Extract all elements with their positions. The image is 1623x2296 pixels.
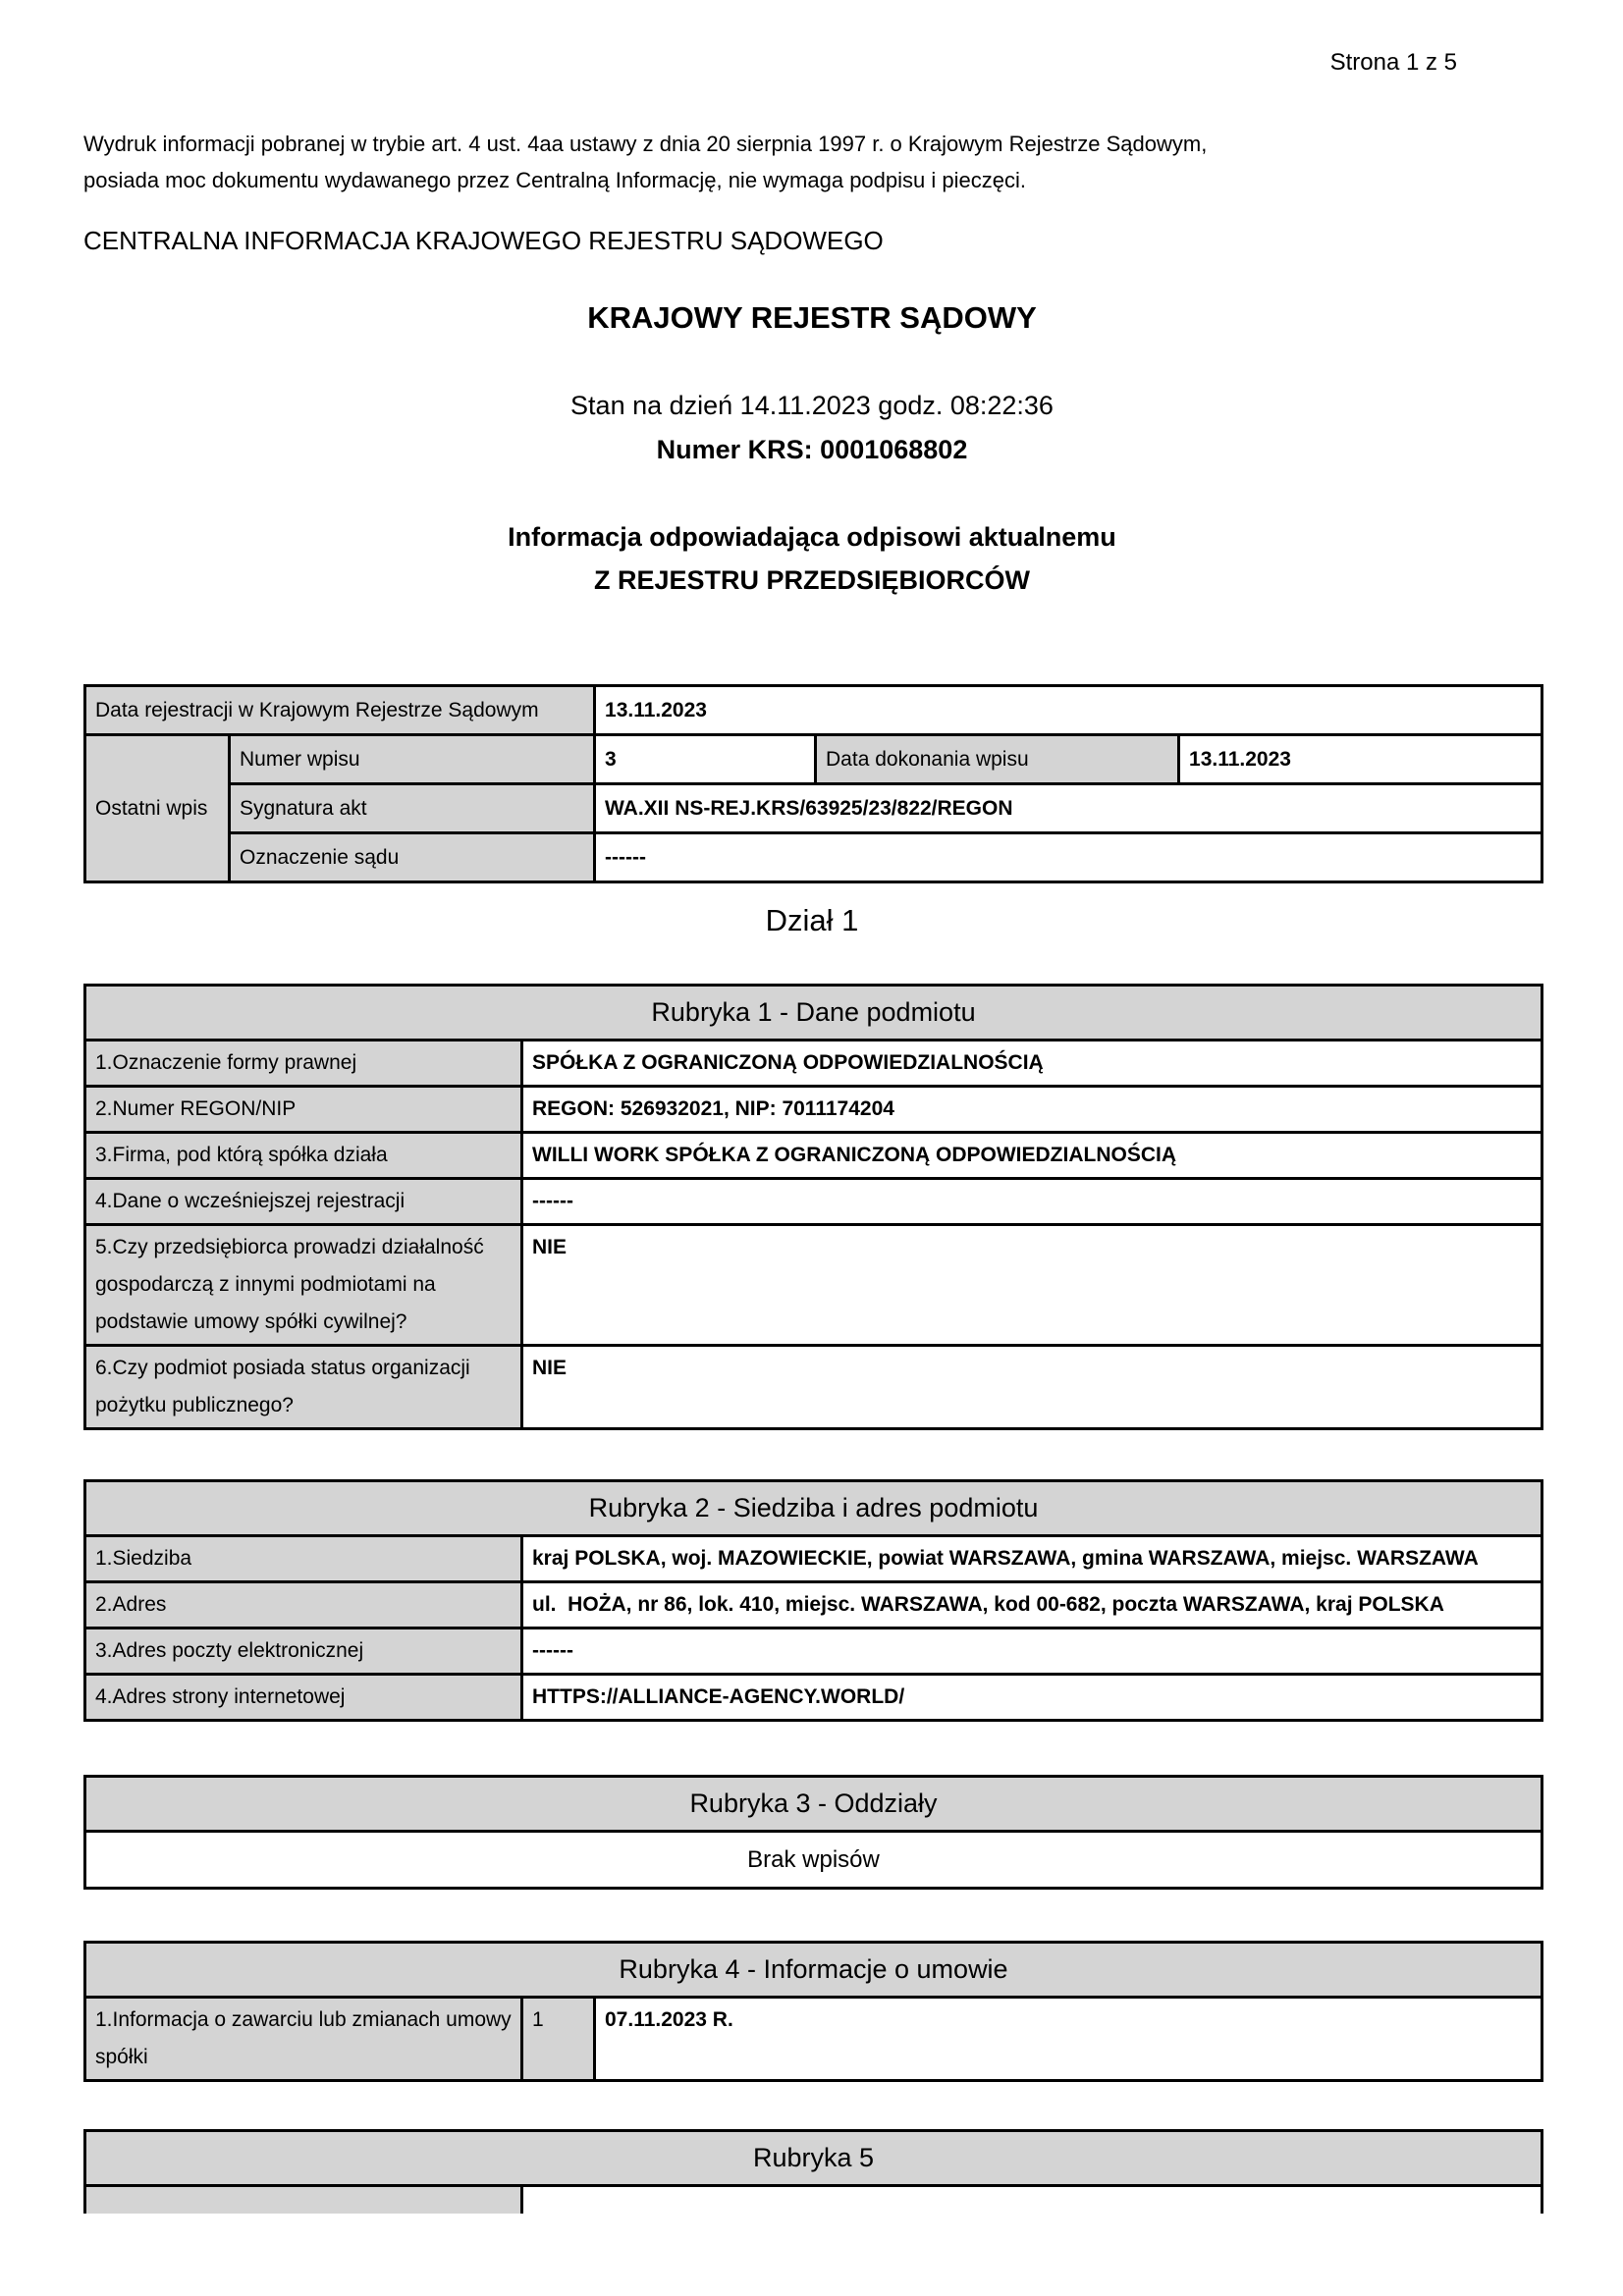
registration-date-label: Data rejestracji w Krajowym Rejestrze Sądowym	[85, 686, 595, 735]
table-row	[85, 1998, 1542, 2081]
row-value: kraj POLSKA, woj. MAZOWIECKIE, powiat WARSZAWA, gmina WARSZAWA, miejsc. WARSZAWA	[522, 1536, 1542, 1582]
entry-number-label: Numer wpisu	[230, 735, 595, 784]
row-label: 6.Czy podmiot posiada status organizacji pożytku publicznego?	[85, 1346, 522, 1429]
row-value: NIE	[522, 1346, 1542, 1429]
intro-paragraph	[83, 126, 1541, 198]
row-label: 4.Adres strony internetowej	[85, 1675, 522, 1721]
row-label: 1.Informacja o zawarciu lub zmianach umowy spółki	[85, 1998, 522, 2081]
entry-date-label: Data dokonania wpisu	[816, 735, 1179, 784]
table-row	[85, 1346, 1542, 1429]
row-label: 1.Siedziba	[85, 1536, 522, 1582]
case-signature-value: WA.XII NS-REJ.KRS/63925/23/822/REGON	[595, 784, 1542, 833]
intro-line-1: Wydruk informacji pobranej w trybie art. 4 ust. 4aa ustawy z dnia 20 sierpnia 1997 r. o Krajowym Rejestrze Sądowym,	[83, 132, 1208, 156]
row-value: ------	[522, 1179, 1542, 1225]
court-row	[85, 833, 1542, 882]
rubryka-5-title: Rubryka 5	[85, 2131, 1542, 2186]
row-label: 2.Adres	[85, 1582, 522, 1629]
court-label: Oznaczenie sądu	[230, 833, 595, 882]
row-seq: 1	[522, 1998, 595, 2081]
table-row	[85, 1536, 1542, 1582]
last-entry-row	[85, 735, 1542, 784]
rubryka-1-title: Rubryka 1 - Dane podmiotu	[85, 986, 1542, 1041]
table-row	[85, 1225, 1542, 1346]
rubryka-4-table	[83, 1941, 1543, 2082]
rubryka-2-header-row	[85, 1481, 1542, 1536]
row-value: SPÓŁKA Z OGRANICZONĄ ODPOWIEDZIALNOŚCIĄ	[522, 1041, 1542, 1087]
row-value-truncated	[522, 2186, 1542, 2214]
rubryka-5-table	[83, 2129, 1543, 2214]
row-value: HTTPS://ALLIANCE-AGENCY.WORLD/	[522, 1675, 1542, 1721]
registration-date-value: 13.11.2023	[595, 686, 1542, 735]
krs-number: Numer KRS: 0001068802	[656, 435, 968, 464]
row-value: WILLI WORK SPÓŁKA Z OGRANICZONĄ ODPOWIEDZIALNOŚCIĄ	[522, 1133, 1542, 1179]
table-row	[85, 1041, 1542, 1087]
table-row	[85, 1675, 1542, 1721]
truncated-row	[85, 2186, 1542, 2214]
rubryka-3-header-row	[85, 1777, 1542, 1832]
case-signature-row	[85, 784, 1542, 833]
row-label: 5.Czy przedsiębiorca prowadzi działalność gospodarczą z innymi podmiotami na podstawie umowy spółki cywilnej?	[85, 1225, 522, 1346]
entry-date-value: 13.11.2023	[1179, 735, 1542, 784]
court-value: ------	[595, 833, 1542, 882]
rubryka-4-title: Rubryka 4 - Informacje o umowie	[85, 1943, 1542, 1998]
registration-table	[83, 684, 1543, 883]
row-label: 2.Numer REGON/NIP	[85, 1087, 522, 1133]
no-entries-row	[85, 1832, 1542, 1889]
table-row	[85, 1179, 1542, 1225]
rubryka-3-title: Rubryka 3 - Oddziały	[85, 1777, 1542, 1832]
row-label-truncated	[85, 2186, 522, 2214]
registry-title: KRAJOWY REJESTR SĄDOWY	[587, 300, 1037, 335]
last-entry-label: Ostatni wpis	[85, 735, 230, 882]
row-label: 3.Adres poczty elektronicznej	[85, 1629, 522, 1675]
row-value: NIE	[522, 1225, 1542, 1346]
rubryka-2-title: Rubryka 2 - Siedziba i adres podmiotu	[85, 1481, 1542, 1536]
info-line-1: Informacja odpowiadająca odpisowi aktualnemu	[508, 522, 1116, 552]
row-label: 4.Dane o wcześniejszej rejestracji	[85, 1179, 522, 1225]
rubryka-3-table	[83, 1775, 1543, 1890]
case-signature-label: Sygnatura akt	[230, 784, 595, 833]
table-row	[85, 1582, 1542, 1629]
row-value: 07.11.2023 R.	[595, 1998, 1542, 2081]
info-line-2: Z REJESTRU PRZEDSIĘBIORCÓW	[593, 565, 1031, 595]
table-row	[85, 1629, 1542, 1675]
row-value: ------	[522, 1629, 1542, 1675]
row-value: ul. HOŻA, nr 86, lok. 410, miejsc. WARSZAWA, kod 00-682, poczta WARSZAWA, kraj POLSKA	[522, 1582, 1542, 1629]
intro-line-2: posiada moc dokumentu wydawanego przez Centralną Informację, nie wymaga podpisu i pieczęci.	[83, 168, 1026, 192]
rubryka-2-table	[83, 1479, 1543, 1722]
row-label: 3.Firma, pod którą spółka działa	[85, 1133, 522, 1179]
row-label: 1.Oznaczenie formy prawnej	[85, 1041, 522, 1087]
rubryka-1-table	[83, 984, 1543, 1430]
row-value: REGON: 526932021, NIP: 7011174204	[522, 1087, 1542, 1133]
page-number: Strona 1 z 5	[1329, 49, 1457, 76]
state-line: Stan na dzień 14.11.2023 godz. 08:22:36	[570, 391, 1054, 420]
section-title: Dział 1	[765, 903, 859, 937]
entry-number-value: 3	[595, 735, 816, 784]
rubryka-5-header-row	[85, 2131, 1542, 2186]
rubryka-4-header-row	[85, 1943, 1542, 1998]
table-row	[85, 1087, 1542, 1133]
authority-title: CENTRALNA INFORMACJA KRAJOWEGO REJESTRU SĄDOWEGO	[83, 226, 884, 255]
table-row	[85, 1133, 1542, 1179]
rubryka-1-header-row	[85, 986, 1542, 1041]
no-entries-text: Brak wpisów	[85, 1832, 1542, 1889]
registration-date-row	[85, 686, 1542, 735]
